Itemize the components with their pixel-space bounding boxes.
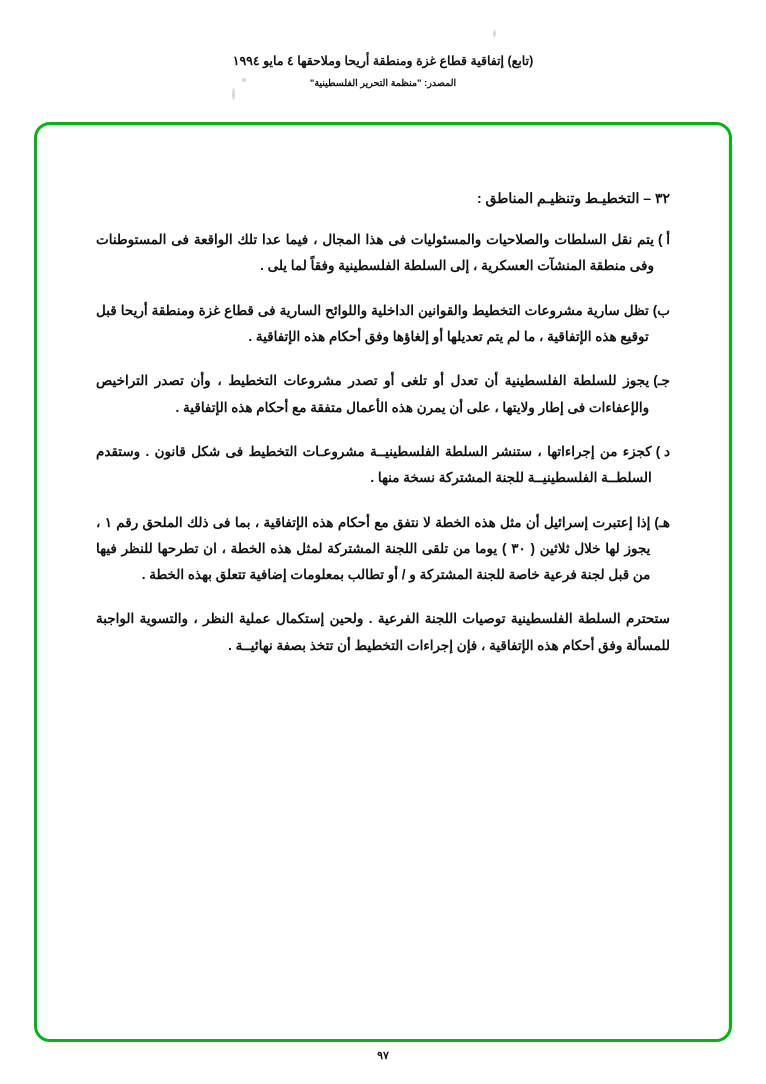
section-title: ٣٢ – التخطيـط وتنظيـم المناطق : (476, 190, 670, 206)
header-source: المصدر: "منظمة التحرير الفلسطينية" (309, 77, 457, 89)
header-title: (تابع) إتفاقية قطاع غزة ومنطقة أريحا وملاحقها ٤ مايو ١٩٩٤ (232, 54, 534, 68)
clause-text: تظل سارية مشروعات التخطيط والقوانين الداخلية واللوائح السارية فى قطاع غزة ومنطقة أريحا قبل توقيع هذه الإتفاقية ، ما لم يتم تعديلها أو إلغاؤها وفق أحكام هذه الإتفاقية . (96, 302, 649, 344)
clause-text: يجوز للسلطة الفلسطينية أن تعدل أو تلغى أو تصدر مشروعات التخطيط ، وأن تصدر التراخيص والإعفاءات فى إطار ولايتها ، على أن يمرن هذه الأعمال متفقة مع أحكام هذه الإتفاقية . (96, 373, 650, 415)
page-header (0, 0, 766, 89)
clause-text: كجزء من إجراءاتها ، ستنشر السلطة الفلسطينيــة مشروعـات التخطيط فى شكل قانون . وستقدم السلطــة الفلسطينيــة للجنة المشتركة نسخة منها . (96, 443, 652, 486)
clause-item (96, 368, 670, 421)
scan-speck (232, 88, 235, 100)
clause-item (96, 439, 670, 492)
clause-item (96, 298, 670, 351)
clause-text: يتم نقل السلطات والصلاحيات والمسئوليات فى هذا المجال ، فيما عدا تلك الواقعة فى المستوطنات وفى منطقة المنشآت العسكرية ، إلى السلطة الفلسطينية وفقاً لما يلى . (96, 232, 654, 274)
clause-marker: د ) (655, 443, 670, 459)
scan-speck (493, 30, 496, 37)
scan-speck (242, 78, 246, 82)
clause-marker: جـ) (653, 373, 670, 389)
clause-text: إذا إعتبرت إسرائيل أن مثل هذه الخطة لا نتفق مع أحكام هذه الإتفاقية ، بما فى ذلك الملحق رقم ١ ، يجوز لها خلال ثلاثين ( ٣٠ ) يوما من تلقى اللجنة المشتركة لمثل هذه الخطة ، ان تطرحها للنظر فيها من قبل لجنة فرعية خاصة للجنة المشتركة و / أو تطالب بمعلومات إضافية تتعلق بهذه الخطة . (96, 514, 651, 583)
clause-item (96, 227, 670, 280)
clause-marker: هـ) (654, 514, 670, 530)
document-body (96, 190, 670, 675)
clause-marker: ب) (652, 302, 670, 318)
clause-item (96, 510, 670, 589)
page-number: ٩٧ (377, 1050, 389, 1062)
closing-paragraph: ستحترم السلطة الفلسطينية توصيات اللجنة الفرعية . ولحين إستكمال عملية النظر ، والتسوية الواجبة للمسألة وفق أحكام هذه الإتفاقية ، فإن إجراءات التخطيط أن تتخذ بصفة نهائيــة . (96, 611, 670, 653)
clause-marker: أ ) (658, 232, 670, 247)
